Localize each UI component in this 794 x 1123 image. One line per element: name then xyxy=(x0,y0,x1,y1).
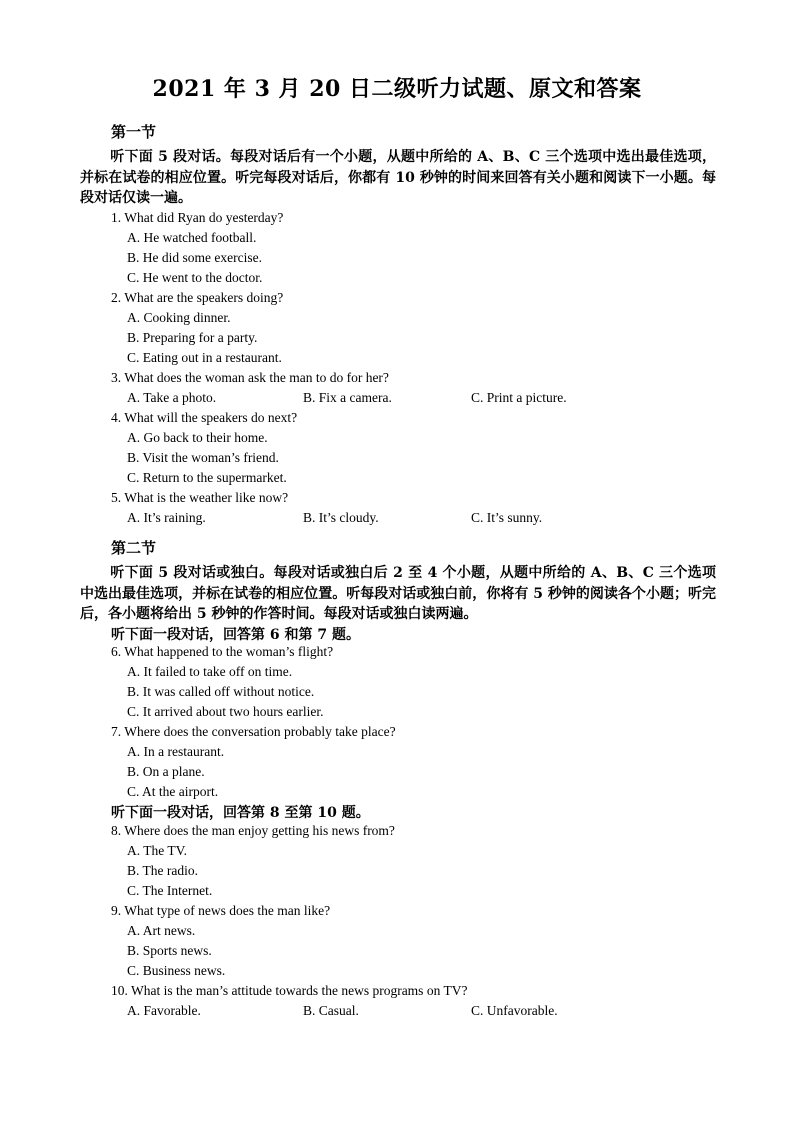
subsection-instruction-1: 听下面一段对话，回答第 6 和第 7 题。 xyxy=(111,627,360,643)
option-3a: A. Take a photo. xyxy=(127,390,217,405)
question-8: 8. Where does the man enjoy getting his news from? xyxy=(111,823,395,838)
question-6: 6. What happened to the woman’s flight? xyxy=(111,644,334,659)
option-7c: C. At the airport. xyxy=(127,784,219,799)
question-3: 3. What does the woman ask the man to do for her? xyxy=(111,370,389,385)
option-3c: C. Print a picture. xyxy=(471,390,567,405)
option-10c: C. Unfavorable. xyxy=(471,1003,558,1018)
question-5: 5. What is the weather like now? xyxy=(111,490,289,505)
option-9b: B. Sports news. xyxy=(127,943,212,958)
option-5b: B. It’s cloudy. xyxy=(303,510,379,525)
question-1: 1. What did Ryan do yesterday? xyxy=(111,210,284,225)
option-3b: B. Fix a camera. xyxy=(303,390,392,405)
subsection-instruction-2: 听下面一段对话，回答第 8 至第 10 题。 xyxy=(111,805,370,821)
option-6a: A. It failed to take off on time. xyxy=(127,664,293,679)
option-1c: C. He went to the doctor. xyxy=(127,270,263,285)
option-1b: B. He did some exercise. xyxy=(127,250,262,265)
question-7: 7. Where does the conversation probably take place? xyxy=(111,724,396,739)
option-4c: C. Return to the supermarket. xyxy=(127,470,287,485)
option-10b: B. Casual. xyxy=(303,1003,359,1018)
option-9c: C. Business news. xyxy=(127,963,226,978)
option-6b: B. It was called off without notice. xyxy=(127,684,315,699)
option-8b: B. The radio. xyxy=(127,863,198,878)
option-9a: A. Art news. xyxy=(127,923,196,938)
option-8a: A. The TV. xyxy=(127,843,188,858)
section-1-instructions-text: 听下面 5 段对话。每段对话后有一个小题，从题中所给的 A、B、C 三个选项中选出最佳选项，并标在试卷的相应位置。听完每段对话后，你都有 10 秒钟的时间来回答有关小题和阅读下一小题。每段对话仅读一遍。 xyxy=(80,149,716,206)
option-2c: C. Eating out in a restaurant. xyxy=(127,350,282,365)
section-2-heading: 第二节 xyxy=(111,539,157,557)
option-6c: C. It arrived about two hours earlier. xyxy=(127,704,324,719)
option-7a: A. In a restaurant. xyxy=(127,744,225,759)
section-2-instructions xyxy=(80,563,716,625)
section-2-instructions-text: 听下面 5 段对话或独白。每段对话或独白后 2 至 4 个小题，从题中所给的 A、B、C 三个选项中选出最佳选项，并标在试卷的相应位置。听每段对话或独白前，你将有 5 秒钟的阅读各个小题；听完后，各小题将给出 5 秒钟的作答时间。每段对话或独白读两遍。 xyxy=(80,565,716,622)
option-10a: A. Favorable. xyxy=(127,1003,201,1018)
option-7b: B. On a plane. xyxy=(127,764,205,779)
section-1-heading: 第一节 xyxy=(111,123,157,141)
option-2b: B. Preparing for a party. xyxy=(127,330,258,345)
section-1-instructions xyxy=(80,147,716,209)
question-9: 9. What type of news does the man like? xyxy=(111,903,331,918)
option-4b: B. Visit the woman’s friend. xyxy=(127,450,279,465)
option-1a: A. He watched football. xyxy=(127,230,257,245)
question-4: 4. What will the speakers do next? xyxy=(111,410,298,425)
option-8c: C. The Internet. xyxy=(127,883,213,898)
option-2a: A. Cooking dinner. xyxy=(127,310,231,325)
option-5c: C. It’s sunny. xyxy=(471,510,543,525)
question-10: 10. What is the man’s attitude towards the news programs on TV? xyxy=(111,983,468,998)
option-5a: A. It’s raining. xyxy=(127,510,206,525)
option-4a: A. Go back to their home. xyxy=(127,430,268,445)
question-2: 2. What are the speakers doing? xyxy=(111,290,284,305)
page-title: 2021 年 3 月 20 日二级听力试题、原文和答案 xyxy=(152,76,642,102)
